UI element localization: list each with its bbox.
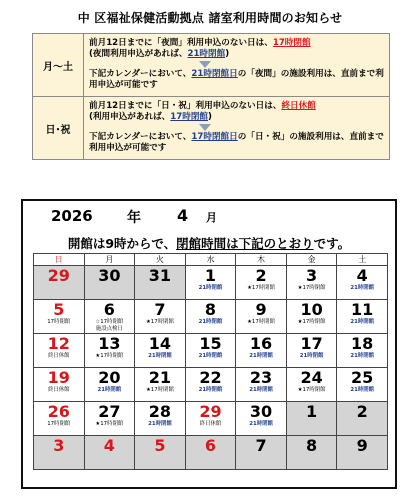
weekday-line1: 前月12日までに「夜間」利用申込のない日は、17時閉館 [89,38,311,48]
day-number: 9 [356,436,368,455]
day-status-label: ★17時閉館 [247,319,275,325]
day-status-label: 21時閉館 [350,387,375,393]
day-number: 28 [148,402,172,421]
holiday-label: 日･祝 [33,97,84,160]
calendar-day-cell [185,300,236,334]
calendar-day-cell [135,300,186,334]
day-number: 29 [199,402,222,421]
holiday-17-close-text: 17時閉館 [170,112,209,122]
calendar-day-cell [185,266,236,300]
day-number: 18 [351,334,374,353]
weekday-fri: 金 [286,254,337,266]
calendar-day-cell [236,368,287,402]
day-number: 13 [98,334,121,353]
day-number: 12 [47,334,70,353]
calendar-day-cell [337,436,388,470]
calendar-day-cell [286,334,337,368]
weekday-sat: 土 [337,254,388,266]
calendar-day-cell [236,266,287,300]
calendar-week-row [34,402,388,436]
day-status-label: 17時閉館 [47,421,71,427]
calendar-day-cell [185,436,236,470]
calendar-note: 開館は9時からで、閉館時間は下記のとおりです。 [67,236,351,251]
weekday-21-close-day-text: 21時閉館日 [191,69,238,79]
calendar-day-cell [84,300,135,334]
calendar-day-cell [236,436,287,470]
notice-table [32,33,390,160]
day-number: 24 [300,368,323,387]
calendar-day-cell [135,368,186,402]
notice-title: 中 区福祉保健活動拠点 諸室利用時間のお知らせ [77,11,343,25]
calendar-day-cell [84,334,135,368]
day-number: 5 [154,436,166,455]
calendar-panel [21,199,397,489]
calendar-day-cell [34,266,85,300]
arrow-down-icon [199,61,211,68]
calendar-day-cell [84,402,135,436]
calendar-week-row [34,436,388,470]
day-number: 6 [204,436,217,455]
day-status-label: 終日休館 [199,421,222,427]
weekday-header-row [34,254,388,266]
day-number: 15 [199,334,222,353]
calendar-day-cell [34,402,85,436]
day-number: 25 [351,368,374,387]
weekday-rules [84,34,390,97]
day-status-label: 21時閉館 [249,421,273,427]
calendar-day-cell [34,300,85,334]
holiday-line3: 下記カレンダーにおいて、17時閉館日の「日・祝」の施設利用は、直前まで利用申込が可能です [89,132,384,153]
holiday-line1: 前月12日までに「日・祝」利用申込のない日は、終日休館 [89,101,316,111]
holiday-closed-text: 終日休館 [281,101,316,111]
day-number: 9 [255,300,267,319]
day-number: 30 [98,266,121,285]
calendar-day-cell [236,300,287,334]
calendar-day-cell [135,436,186,470]
day-status-label: 21時閉館 [249,387,273,393]
calendar-day-cell [34,436,85,470]
day-status-label: 終日休館 [47,387,70,393]
day-status-label: ☆17時閉館 [95,319,124,325]
calendar-day-cell [337,402,388,436]
calendar-day-cell [236,402,287,436]
day-number: 4 [103,436,115,455]
weekday-mon: 月 [84,254,135,266]
day-status-label: 21時閉館 [198,353,223,359]
day-number: 1 [204,266,217,285]
day-number: 19 [47,368,70,387]
calendar-note-underlined: 閉館時間は下記のとおり [176,236,314,251]
arrow-down-icon [199,124,211,131]
day-number: 14 [148,334,172,353]
day-number: 11 [351,300,374,319]
calendar-week-row [34,300,388,334]
calendar-day-cell [34,368,85,402]
day-number: 8 [204,300,217,319]
calendar-day-cell [337,334,388,368]
day-status-label: 21時閉館 [148,421,172,427]
calendar-day-cell [337,266,388,300]
calendar-day-cell [337,300,388,334]
weekday-line2: (夜間利用申込があれば、21時閉館) [89,49,230,59]
day-status-label: 21時閉館 [350,285,375,291]
day-note-label: 施設点検日 [95,326,123,332]
calendar-month: 4 [177,206,189,225]
day-status-label: 21時閉館 [350,319,375,325]
weekday-wed: 水 [185,254,236,266]
day-status-label: ★17時閉館 [95,353,124,359]
day-number: 29 [47,266,70,285]
day-number: 23 [249,368,273,387]
day-status-label: 21時閉館 [198,387,223,393]
day-number: 17 [300,334,323,353]
calendar-year: 2026 [51,207,93,225]
day-status-label: 21時閉館 [148,353,172,359]
calendar-day-cell [337,368,388,402]
day-number: 3 [306,266,318,285]
day-status-label: 21時閉館 [350,353,375,359]
day-number: 7 [255,436,267,455]
calendar-day-cell [185,402,236,436]
calendar-week-row [34,334,388,368]
calendar-day-cell [286,266,337,300]
day-status-label: ★17時閉館 [297,285,326,291]
day-status-label: 21時閉館 [198,319,223,325]
calendar-month-suffix: 月 [206,211,217,224]
day-status-label: ★17時閉館 [297,319,326,325]
day-number: 8 [306,436,318,455]
weekday-17-close-text: 17時閉館 [272,38,311,48]
calendar-grid [33,253,388,470]
day-status-label: ★17時閉館 [247,285,275,291]
day-number: 30 [249,402,273,421]
day-number: 5 [53,300,65,319]
day-status-label: ★17時閉館 [145,387,174,393]
calendar-day-cell [286,300,337,334]
day-number: 22 [199,368,222,387]
weekday-thu: 木 [236,254,287,266]
calendar-day-cell [185,334,236,368]
day-status-label: 終日休館 [47,353,70,359]
holiday-17-close-day-text: 17時閉館日 [191,132,238,142]
calendar-day-cell [185,368,236,402]
day-number: 3 [53,436,65,455]
weekday-sun: 日 [34,254,85,266]
calendar-day-cell [135,402,186,436]
day-status-label: 21時閉館 [299,353,324,359]
calendar-day-cell [286,436,337,470]
calendar-day-cell [135,266,186,300]
day-number: 2 [356,402,368,421]
day-number: 16 [249,334,273,353]
calendar-day-cell [236,334,287,368]
day-number: 4 [356,266,368,285]
day-status-label: 17時閉館 [47,319,71,325]
day-number: 10 [300,300,323,319]
holiday-row [33,97,390,160]
day-status-label: 21時閉館 [97,387,122,393]
weekday-tue: 火 [135,254,186,266]
day-status-label: ★17時閉館 [95,421,124,427]
day-number: 27 [98,402,121,421]
holiday-line2: (利用申込があれば、17時閉館) [89,112,212,122]
weekday-row [33,34,390,97]
holiday-rules [84,97,390,160]
day-number: 21 [148,368,172,387]
calendar-week-row [34,368,388,402]
day-number: 6 [103,300,115,319]
weekday-line3: 下記カレンダーにおいて、21時閉館日の「夜間」の施設利用は、直前まで利用申込が可能です [89,69,384,90]
day-number: 7 [154,300,166,319]
day-number: 31 [148,266,172,285]
day-status-label: ★17時閉館 [145,319,174,325]
day-number: 2 [255,266,267,285]
calendar-day-cell [84,436,135,470]
calendar-day-cell [84,266,135,300]
calendar-day-cell [135,334,186,368]
day-status-label: 21時閉館 [198,285,223,291]
calendar-day-cell [84,368,135,402]
calendar-day-cell [286,368,337,402]
day-number: 1 [306,402,318,421]
weekday-21-close-text: 21時閉館 [187,49,226,59]
calendar-day-cell [286,402,337,436]
calendar-week-row [34,266,388,300]
day-status-label: ★17時閉館 [297,387,326,393]
weekday-label: 月～土 [33,34,84,97]
calendar-year-suffix: 年 [127,210,141,226]
day-status-label: 21時閉館 [249,353,273,359]
calendar-day-cell [34,334,85,368]
day-number: 20 [98,368,121,387]
day-number: 26 [47,402,70,421]
